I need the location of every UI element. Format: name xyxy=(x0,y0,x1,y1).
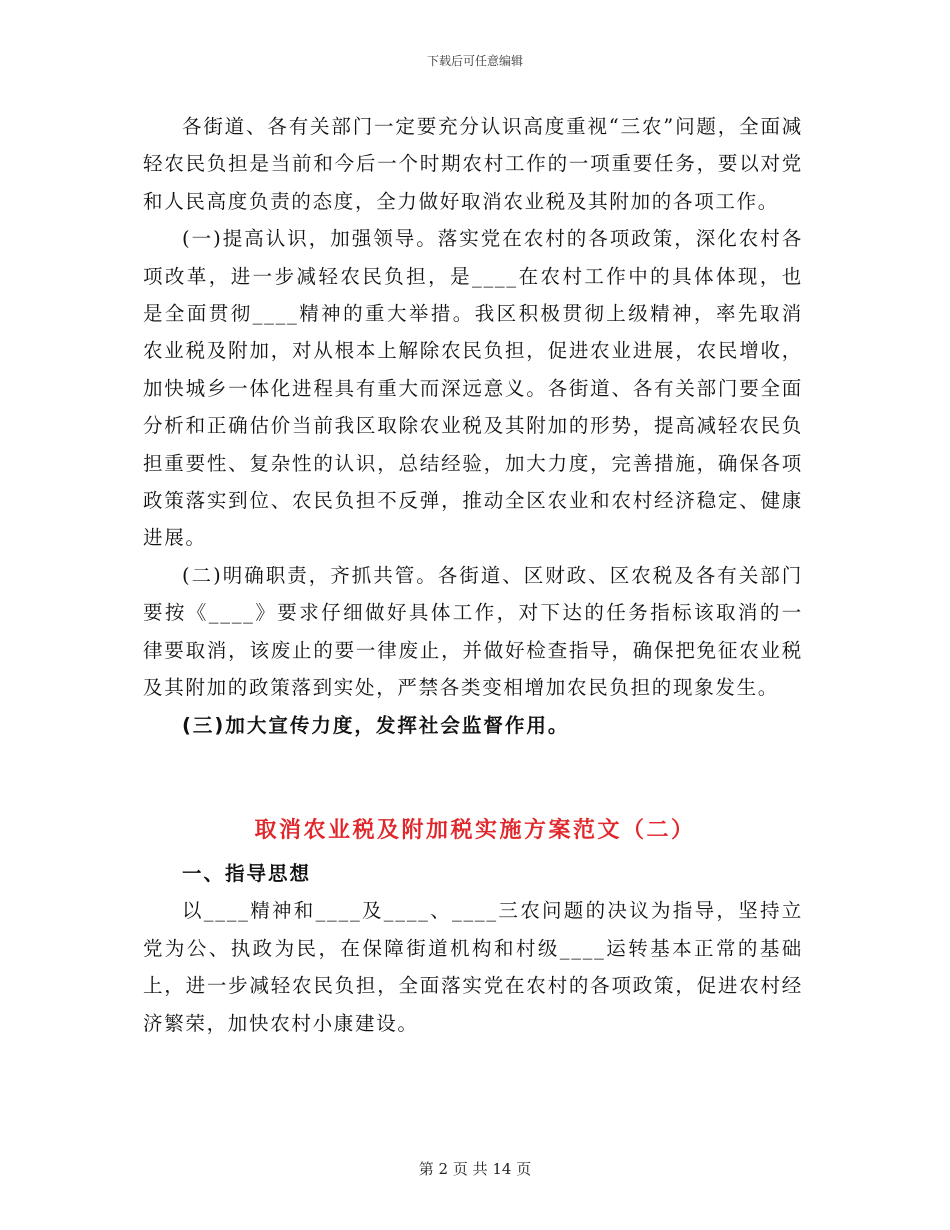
section-title: 取消农业税及附加税实施方案范文（二） xyxy=(254,818,696,843)
page-number: 第 2 页 共 14 页 xyxy=(418,1160,532,1178)
header-note: 下载后可任意编辑 xyxy=(426,54,523,68)
paragraph-item-3-heading: (三)加大宣传力度，发挥社会监督作用。 xyxy=(182,713,570,737)
paragraph-intro: 各街道、各有关部门一定要充分认识高度重视“三农”问题，全面减轻农民负担是当前和今后一个时期农村工作的一项重要任务，要以对党和人民高度负责的态度，全力做好取消农业税及其附加的各项工作。 xyxy=(143,115,803,213)
section-b xyxy=(143,855,803,1042)
section-a xyxy=(143,108,803,744)
subsection-heading: 一、指导思想 xyxy=(182,862,312,885)
paragraph-item-2: (二)明确职责，齐抓共管。各街道、区财政、区农税及各有关部门要按《____》要求仔细做好具体工作，对下达的任务指标该取消的一律要取消，该废止的要一律废止，并做好检查指导，确保把免征农业税及其附加的政策落到实处，严禁各类变相增加农民负担的现象发生。 xyxy=(143,563,803,700)
paragraph-guiding-ideology: 以____精神和____及____、____三农问题的决议为指导，坚持立党为公、执政为民，在保障街道机构和村级____运转基本正常的基础上，进一步减轻农民负担，全面落实党在农村的各项政策，促进农村经济繁荣，加快农村小康建设。 xyxy=(143,899,803,1035)
paragraph-item-1: (一)提高认识，加强领导。落实党在农村的各项政策，深化农村各项改革，进一步减轻农民负担，是____在农村工作中的具体体现，也是全面贯彻____精神的重大举措。我区积极贯彻上级精神，率先取消农业税及附加，对从根本上解除农民负担，促进农业进展，农民增收，加快城乡一体化进程具有重大而深远意义。各街道、各有关部门要全面分析和正确估价当前我区取除农业税及其附加的形势，提高减轻农民负担重要性、复杂性的认识，总结经验，加大力度，完善措施，确保各项政策落实到位、农民负担不反弹，推动全区农业和农村经济稳定、健康进展。 xyxy=(143,227,803,550)
